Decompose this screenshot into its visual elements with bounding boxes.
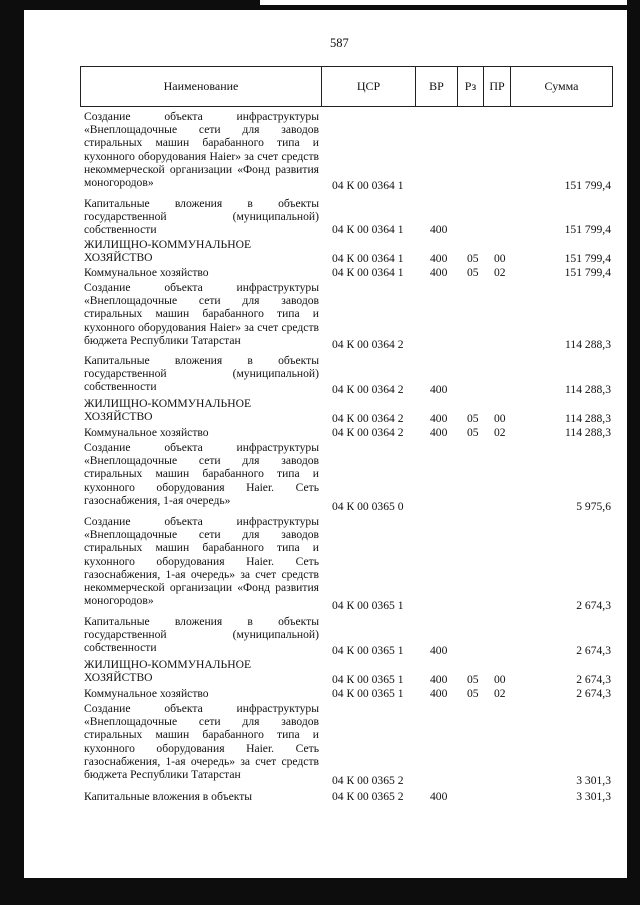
row-name: Коммунальное хозяйство <box>84 426 209 439</box>
row-vr: 400 <box>430 412 448 425</box>
row-name: ЖИЛИЩНО-КОММУНАЛЬНОЕ ХОЗЯЙСТВО <box>84 658 252 685</box>
row-name: ЖИЛИЩНО-КОММУНАЛЬНОЕ ХОЗЯЙСТВО <box>84 397 252 424</box>
row-code: 04 К 00 0364 2 <box>332 426 404 439</box>
row-code: 04 К 00 0364 1 <box>332 179 404 192</box>
row-vr: 400 <box>430 266 448 279</box>
row-rz: 05 <box>467 252 479 265</box>
row-code: 04 К 00 0365 1 <box>332 599 404 612</box>
header-name: Наименование <box>81 67 322 106</box>
row-vr: 400 <box>430 790 448 803</box>
row-name: Создание объекта инфраструктуры «Внеплощадочные сети для заводов стиральных машин барабанного типа и кухонного оборудования Haier» за счет средств некоммерческой организации «Фонд развития моногородов» <box>84 110 319 190</box>
row-code: 04 К 00 0365 2 <box>332 774 404 787</box>
row-sum: 114 288,3 <box>565 383 611 396</box>
row-code: 04 К 00 0364 2 <box>332 383 404 396</box>
row-code: 04 К 00 0364 2 <box>332 412 404 425</box>
row-code: 04 К 00 0365 1 <box>332 673 404 686</box>
row-rz: 05 <box>467 266 479 279</box>
row-sum: 114 288,3 <box>565 426 611 439</box>
row-name: Создание объекта инфраструктуры «Внеплощадочные сети для заводов стиральных машин барабанного типа и кухонного оборудования Haier. Сеть газоснабжения, 1-ая очередь» за счет средств некоммерческой организации «Фонд развития моногородов» <box>84 515 319 608</box>
row-vr: 400 <box>430 223 448 236</box>
row-sum: 2 674,3 <box>576 644 611 657</box>
row-sum: 151 799,4 <box>564 252 611 265</box>
row-code: 04 К 00 0364 1 <box>332 223 404 236</box>
row-code: 04 К 00 0365 2 <box>332 790 404 803</box>
row-vr: 400 <box>430 383 448 396</box>
row-sum: 151 799,4 <box>564 266 611 279</box>
row-name: Капитальные вложения в объекты государственной (муниципальной) собственности <box>84 197 319 237</box>
row-pr: 02 <box>494 687 506 700</box>
scan-border-left <box>0 0 24 905</box>
scan-border-right <box>627 0 640 905</box>
row-sum: 151 799,4 <box>564 179 611 192</box>
row-vr: 400 <box>430 673 448 686</box>
row-name: Капитальные вложения в объекты государственной (муниципальной) собственности <box>84 354 319 394</box>
row-sum: 151 799,4 <box>564 223 611 236</box>
header-sum: Сумма <box>544 79 579 93</box>
row-pr: 02 <box>494 426 506 439</box>
row-pr: 00 <box>494 412 506 425</box>
header-pr: ПР <box>484 67 511 106</box>
header-vr: ВР <box>416 67 458 106</box>
row-name: Коммунальное хозяйство <box>84 266 209 279</box>
scan-border-gap <box>260 0 627 5</box>
row-rz: 05 <box>467 687 479 700</box>
row-rz: 05 <box>467 412 479 425</box>
row-vr: 400 <box>430 252 448 265</box>
row-vr: 400 <box>430 426 448 439</box>
row-code: 04 К 00 0364 2 <box>332 338 404 351</box>
row-sum: 2 674,3 <box>576 599 611 612</box>
row-name: Создание объекта инфраструктуры «Внеплощадочные сети для заводов стиральных машин барабанного типа и кухонного оборудования Haier. Сеть газоснабжения, 1-ая очередь» <box>84 441 319 507</box>
row-name: Создание объекта инфраструктуры «Внеплощадочные сети для заводов стиральных машин барабанного типа и кухонного оборудования Haier» за счет средств бюджета Республики Татарстан <box>84 281 319 347</box>
row-vr: 400 <box>430 644 448 657</box>
row-pr: 00 <box>494 252 506 265</box>
table-header <box>80 66 613 107</box>
row-code: 04 К 00 0365 1 <box>332 687 404 700</box>
row-code: 04 К 00 0365 1 <box>332 644 404 657</box>
row-name: Капитальные вложения в объекты <box>84 790 253 803</box>
row-sum: 2 674,3 <box>576 687 611 700</box>
row-name: Коммунальное хозяйство <box>84 687 209 700</box>
row-sum: 114 288,3 <box>565 412 611 425</box>
row-vr: 400 <box>430 687 448 700</box>
row-sum: 2 674,3 <box>576 673 611 686</box>
row-name: Капитальные вложения в объекты государственной (муниципальной) собственности <box>84 615 319 655</box>
row-sum: 5 975,6 <box>576 500 611 513</box>
header-code: ЦСР <box>322 67 416 106</box>
row-code: 04 К 00 0365 0 <box>332 500 404 513</box>
page-number: 587 <box>330 36 349 50</box>
row-sum: 3 301,3 <box>576 774 611 787</box>
row-pr: 02 <box>494 266 506 279</box>
row-sum: 114 288,3 <box>565 338 611 351</box>
header-rz: Рз <box>458 67 484 106</box>
row-sum: 3 301,3 <box>576 790 611 803</box>
row-pr: 00 <box>494 673 506 686</box>
row-name: ЖИЛИЩНО-КОММУНАЛЬНОЕ ХОЗЯЙСТВО <box>84 238 252 265</box>
row-rz: 05 <box>467 426 479 439</box>
scan-border-bottom <box>0 878 640 905</box>
row-rz: 05 <box>467 673 479 686</box>
row-code: 04 К 00 0364 1 <box>332 266 404 279</box>
row-name: Создание объекта инфраструктуры «Внеплощадочные сети для заводов стиральных машин барабанного типа и кухонного оборудования Haier. Сеть газоснабжения, 1-ая очередь» за счет средств бюджета Республики Татарстан <box>84 702 319 782</box>
row-code: 04 К 00 0364 1 <box>332 252 404 265</box>
